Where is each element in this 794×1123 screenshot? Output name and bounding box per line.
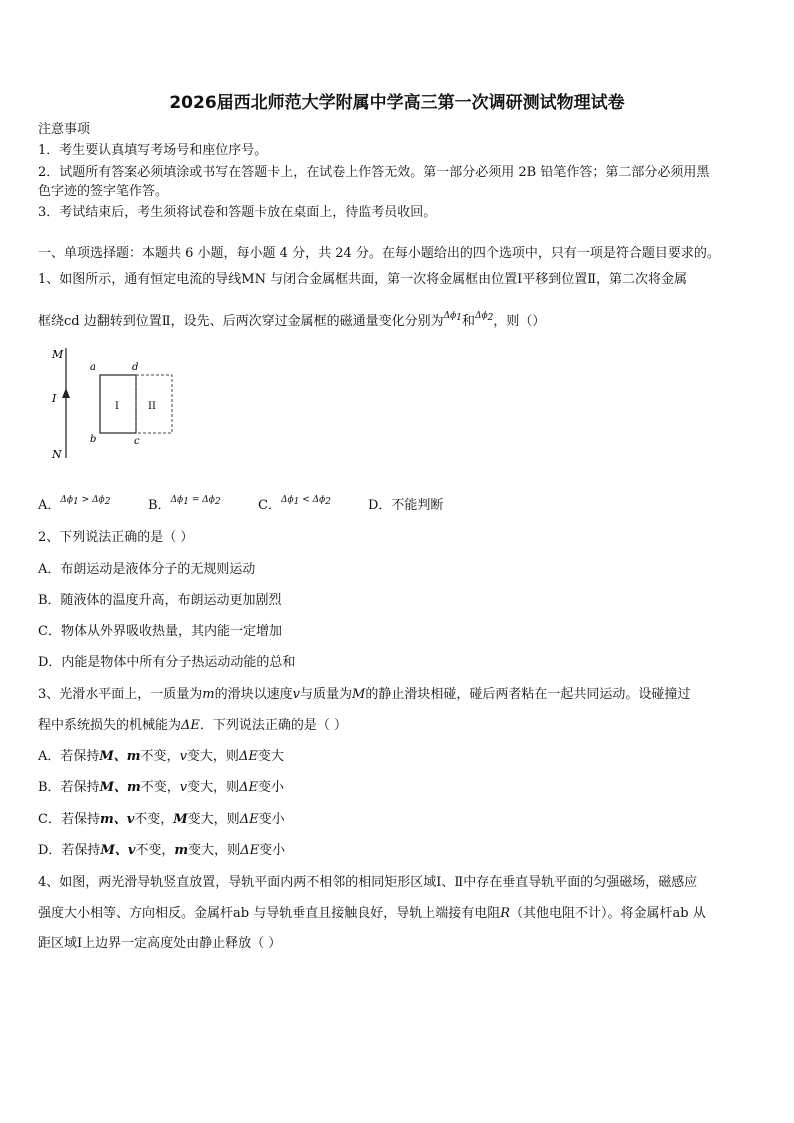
q3-line-2: 程中系统损失的机械能为ΔE．下列说法正确的是（ ）: [38, 718, 348, 733]
notice-item-3: 3．考试结束后，考生须将试卷和答题卡放在桌面上，待监考员收回。: [38, 205, 437, 220]
q3-option-b: B．若保持M、m不变，v变大，则ΔE变小: [38, 780, 285, 795]
q3-option-a: A．若保持M、m不变，v变大，则ΔE变大: [38, 749, 284, 764]
label-d: d: [132, 362, 139, 373]
q2-option-c: C．物体从外界吸收热量，其内能一定增加: [38, 624, 282, 639]
label-I: I: [52, 392, 57, 405]
q1-option-a: A．$^{\Delta\phi 1 > \Delta\phi 2}$: [38, 495, 111, 513]
q1-option-b: B．$^{\Delta\phi 1 = \Delta\phi 2}$: [148, 495, 221, 513]
q2-option-a: A．布朗运动是液体分子的无规则运动: [38, 562, 256, 577]
q1-figure: [44, 340, 224, 470]
q1-phi2: Δϕ2: [474, 311, 494, 323]
q3-option-d: D．若保持M、v不变，m变大，则ΔE变小: [38, 843, 286, 858]
q1-and: 和: [461, 314, 475, 329]
q1-line-2-text: 框绕cd 边翻转到位置Ⅱ，设先、后两次穿过金属框的磁通量变化分别为: [38, 314, 444, 329]
q3-line-1: 3、光滑水平面上，一质量为m的滑块以速度v与质量为M的静止滑块相碰，碰后两者粘在一起共同运动。设碰撞过: [38, 687, 691, 702]
notice-item-2: 2．试题所有答案必须填涂或书写在答题卡上，在试卷上作答无效。第一部分必须用 2B 铅笔作答；第二部分必须用黑: [38, 165, 710, 180]
current-arrow-icon: [62, 388, 70, 398]
q1-option-c: C．$^{\Delta\phi 1 < \Delta\phi 2}$: [258, 495, 331, 513]
q1-option-d: D．不能判断: [368, 498, 444, 513]
q4-line-3: 距区域Ⅰ上边界一定高度处由静止释放（ ）: [38, 936, 282, 951]
q1-line-1: 1、如图所示，通有恒定电流的导线MN 与闭合金属框共面，第一次将金属框由位置Ⅰ平移到位置Ⅱ，第二次将金属: [38, 272, 688, 287]
q4-line-2: 强度大小相等、方向相反。金属杆ab 与导轨垂直且接触良好，导轨上端接有电阻R（其他电阻不计）。将金属杆ab 从: [38, 906, 706, 921]
page-title: 2026届西北师范大学附属中学高三第一次调研测试物理试卷: [169, 93, 625, 113]
label-b: b: [90, 434, 97, 445]
q3-option-c: C．若保持m、v不变，M变大，则ΔE变小: [38, 812, 285, 827]
q2-option-b: B．随液体的温度升高，布朗运动更加剧烈: [38, 593, 282, 608]
label-N: N: [52, 448, 62, 461]
region-2-label: II: [148, 401, 156, 412]
q1-phi1: Δϕ1: [443, 311, 462, 323]
label-a: a: [90, 362, 96, 373]
q2-stem: 2、下列说法正确的是（ ）: [38, 530, 194, 545]
q1-suffix: ，则（）: [493, 314, 546, 329]
q1-line-2: [38, 311, 546, 333]
notice-item-2-cont: 色字迹的签字笔作答。: [38, 184, 169, 199]
notice-item-1: 1．考生要认真填写考场号和座位序号。: [38, 143, 268, 158]
label-c: c: [134, 436, 140, 447]
region-1-label: I: [115, 401, 119, 412]
label-M: M: [52, 348, 64, 361]
q2-option-d: D．内能是物体中所有分子热运动动能的总和: [38, 655, 296, 670]
q4-line-1: 4、如图，两光滑导轨竖直放置，导轨平面内两不相邻的相同矩形区域Ⅰ、Ⅱ中存在垂直导轨平面的匀强磁场，磁感应: [38, 875, 698, 890]
notice-heading: 注意事项: [38, 122, 91, 137]
section-heading: 一、单项选择题：本题共 6 小题，每小题 4 分，共 24 分。在每小题给出的四个选项中，只有一项是符合题目要求的。: [38, 246, 720, 261]
